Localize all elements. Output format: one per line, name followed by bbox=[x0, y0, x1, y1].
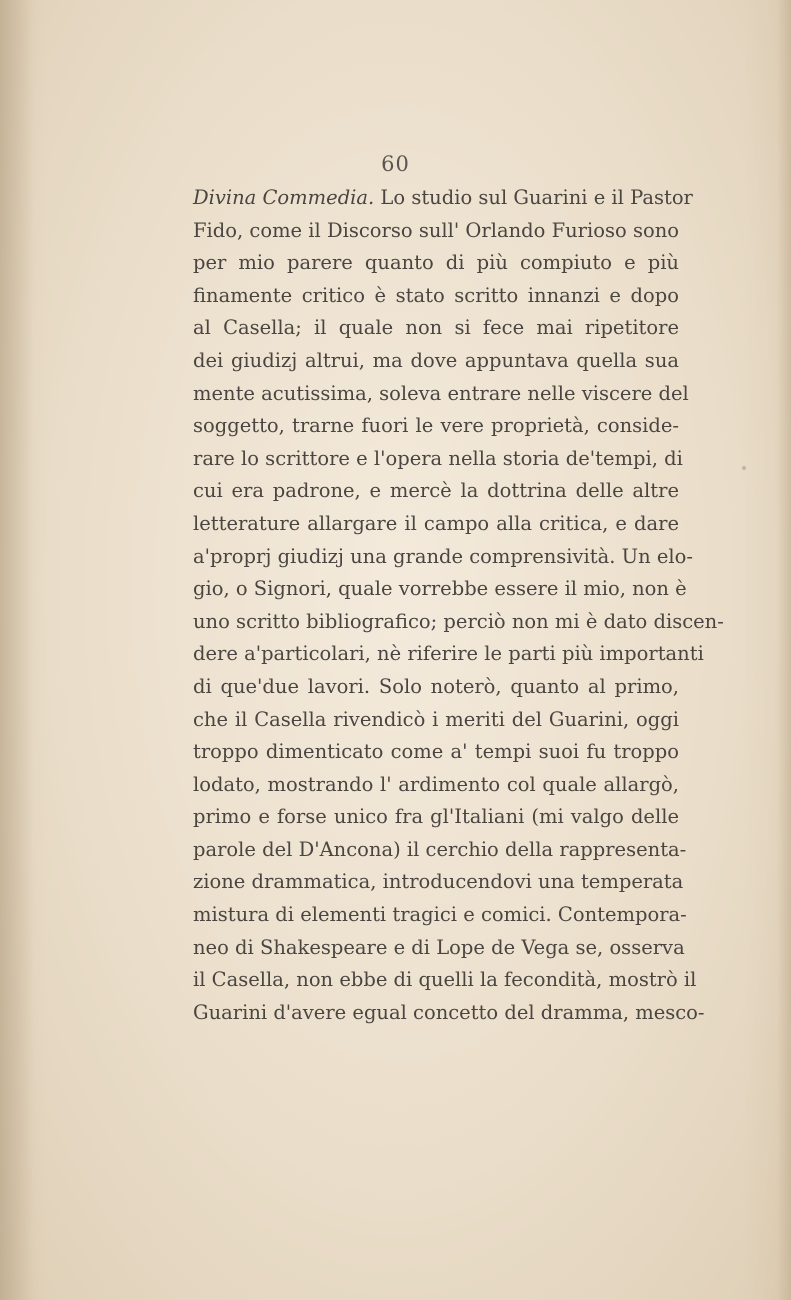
text-line: neo di Shakespeare e di Lope de Vega se, osserva bbox=[193, 935, 685, 959]
text-line: soggetto, trarne fuori le vere proprietà, conside- bbox=[193, 414, 679, 438]
text-line: troppo dimenticato come a' tempi suoi fu troppo bbox=[193, 740, 679, 764]
text-line: cui era padrone, e mercè la dottrina delle altre bbox=[193, 479, 679, 503]
paper-speck bbox=[742, 466, 746, 470]
text-line: parole del D'Ancona) il cerchio della rappresenta- bbox=[193, 837, 687, 861]
text-line bbox=[193, 182, 693, 215]
page-edge bbox=[777, 0, 791, 1300]
text-line: zione drammatica, introducendovi una temperata bbox=[193, 870, 684, 894]
text-line: primo e forse unico fra gl'Italiani (mi valgo delle bbox=[193, 805, 679, 829]
text-line: Fido, come il Discorso sull' Orlando Furioso sono bbox=[193, 218, 679, 242]
text-line: lodato, mostrando l' ardimento col quale allargò, bbox=[193, 772, 679, 796]
italic-title: Divina Commedia. bbox=[193, 186, 375, 209]
text-line: che il Casella rivendicò i meriti del Guarini, oggi bbox=[193, 707, 679, 731]
binding-shadow bbox=[0, 0, 34, 1300]
body-text bbox=[193, 182, 724, 1029]
text-line: rare lo scrittore e l'opera nella storia de'tempi, di bbox=[193, 446, 683, 470]
text-line: al Casella; il quale non si fece mai ripetitore bbox=[193, 316, 679, 340]
text-line: mistura di elementi tragici e comici. Contempora- bbox=[193, 903, 687, 927]
text-line: per mio parere quanto di più compiuto e più bbox=[193, 251, 679, 275]
text-line: gio, o Signori, quale vorrebbe essere il mio, non è bbox=[193, 577, 687, 601]
text-line: finamente critico è stato scritto innanzi e dopo bbox=[193, 283, 679, 307]
text-line: dere a'particolari, nè riferire le parti più importanti bbox=[193, 642, 704, 666]
text-line: mente acutissima, soleva entrare nelle viscere del bbox=[193, 381, 689, 405]
text-line: a'proprj giudizj una grande comprensività. Un elo- bbox=[193, 544, 693, 568]
text-line: letterature allargare il campo alla critica, e dare bbox=[193, 511, 679, 535]
page-number: 60 bbox=[381, 152, 410, 176]
text-line: uno scritto bibliografico; perciò non mi è dato discen- bbox=[193, 609, 724, 633]
text-line: di que'due lavori. Solo noterò, quanto al primo, bbox=[193, 674, 679, 698]
line-text: Lo studio sul Guarini e il Pastor bbox=[374, 186, 693, 209]
text-line: dei giudizj altrui, ma dove appuntava quella sua bbox=[193, 348, 679, 372]
text-line: Guarini d'avere egual concetto del dramma, mesco- bbox=[193, 1000, 705, 1024]
text-line: il Casella, non ebbe di quelli la fecondità, mostrò il bbox=[193, 968, 697, 992]
